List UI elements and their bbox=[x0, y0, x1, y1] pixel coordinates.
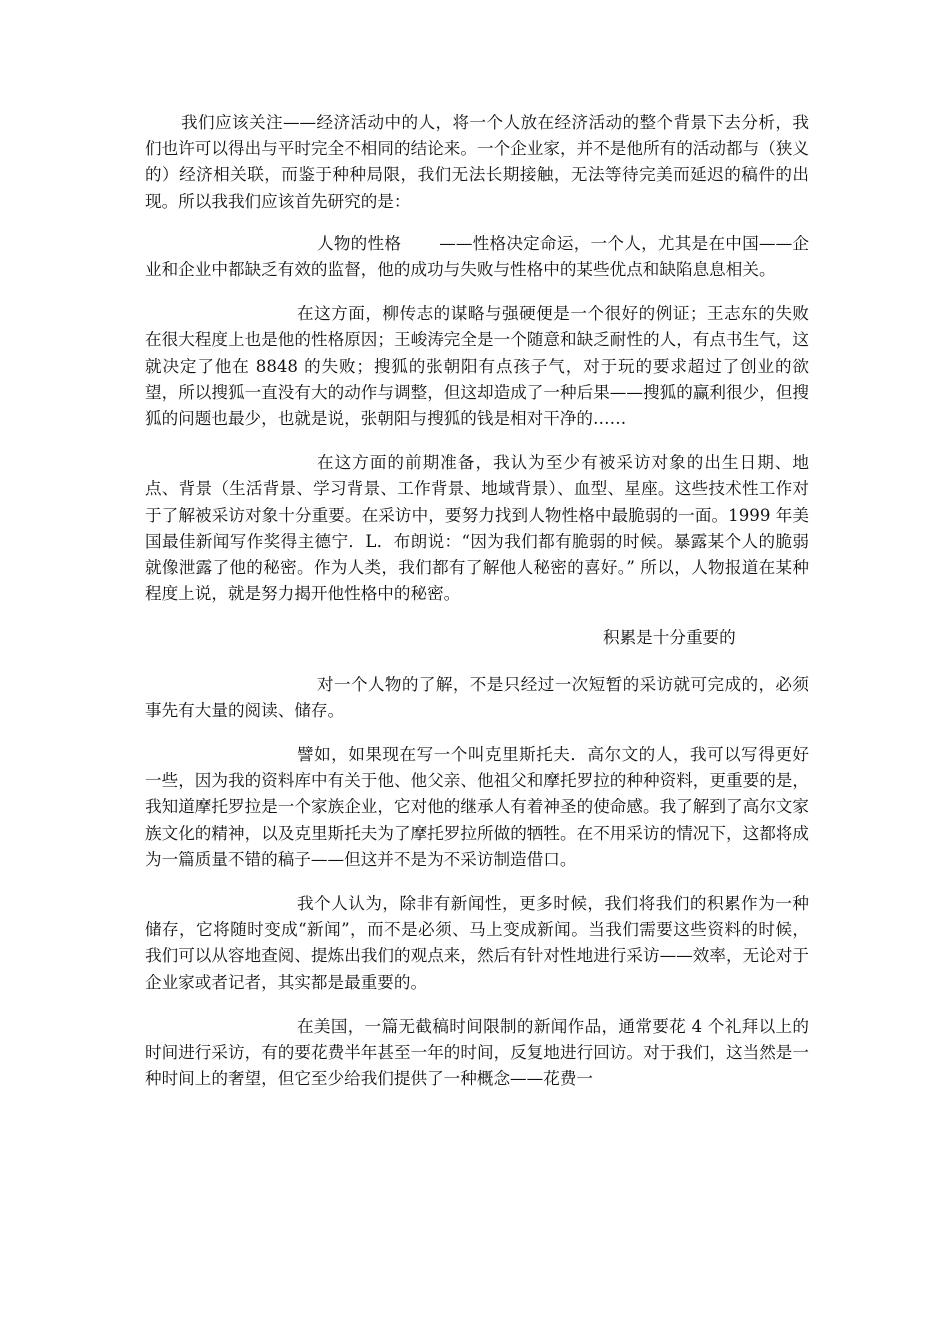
section-heading-accumulation: 积累是十分重要的 bbox=[603, 628, 736, 648]
paragraph-america: 在美国，一篇无截稿时间限制的新闻作品，通常要花 4 个礼拜以上的时间进行采访，有的要花费半年甚至一年的时间，反复地进行回访。对于我们，这当然是一种时间上的奢望，但它至少给我们提供了一种概念——花费一 bbox=[145, 1016, 809, 1089]
section-heading-character: 人物的性格 bbox=[317, 233, 402, 253]
paragraph-character bbox=[145, 231, 809, 283]
paragraph-preparation: 在这方面的前期准备，我认为至少有被采访对象的出生日期、地点、背景（生活背景、学习背景、工作背景、地域背景）、血型、星座。这些技术性工作对于了解被采访对象十分重要。在采访中，要努力找到人物性格中最脆弱的一面。1999 年美国最佳新闻写作奖得主德宁．L．布朗说：“因为我们都有脆弱的时候。暴露某个人的脆弱就像泄露了他的秘密。作为人类，我们都有了解他人秘密的喜好。” 所以，人物报道在某种程度上说，就是努力揭开他性格中的秘密。 bbox=[145, 453, 809, 604]
paragraph-personal-view: 我个人认为，除非有新闻性，更多时候，我们将我们的积累作为一种储存，它将随时变成“新闻”，而不是必须、马上变成新闻。当我们需要这些资料的时候，我们可以从容地查阅、提炼出我们的观点来，然后有针对性地进行采访——效率，无论对于企业家或者记者，其实都是最重要的。 bbox=[145, 894, 809, 992]
paragraph-economic-activity: 我们应该关注——经济活动中的人，将一个人放在经济活动的整个背景下去分析，我们也许可以得出与平时完全不相同的结论来。一个企业家，并不是他所有的活动都与（狭义的）经济相关联，而鉴于种种局限，我们无法长期接触，无法等待完美而延迟的稿件的出现。所以我我们应该首先研究的是： bbox=[145, 113, 809, 211]
paragraph-understanding: 对一个人物的了解，不是只经过一次短暂的采访就可完成的，必须事先有大量的阅读、储存。 bbox=[145, 674, 809, 720]
paragraph-galvin-example: 譬如，如果现在写一个叫克里斯托夫．高尔文的人，我可以写得更好一些，因为我的资料库中有关于他、他父亲、他祖父和摩托罗拉的种种资料，更重要的是，我知道摩托罗拉是一个家族企业，它对他的继承人有着神圣的使命感。我了解到了高尔文家族文化的精神，以及克里斯托夫为了摩托罗拉所做的牺牲。在不用采访的情况下，这都将成为一篇质量不错的稿子——但这并不是为不采访制造借口。 bbox=[145, 745, 809, 869]
paragraph-examples: 在这方面，柳传志的谋略与强硬便是一个很好的例证；王志东的失败在很大程度上也是他的性格原因；王峻涛完全是一个随意和缺乏耐性的人，有点书生气，这就决定了他在 8848 的失败；搜狐的张朝阳有点孩子气，对于玩的要求超过了创业的欲望，所以搜狐一直没有大的动作与调整，但这却造成了一种后果——搜狐的赢利很少，但搜狐的问题也最少，也就是说，张朝阳与搜狐的钱是相对干净的…… bbox=[145, 304, 809, 429]
document-body bbox=[145, 110, 809, 1093]
character-description: ——性格决定命运，一个人，尤其是在中国——企业和企业中都缺乏有效的监督，他的成功与失败与性格中的某些优点和缺陷息息相关。 bbox=[145, 233, 810, 280]
